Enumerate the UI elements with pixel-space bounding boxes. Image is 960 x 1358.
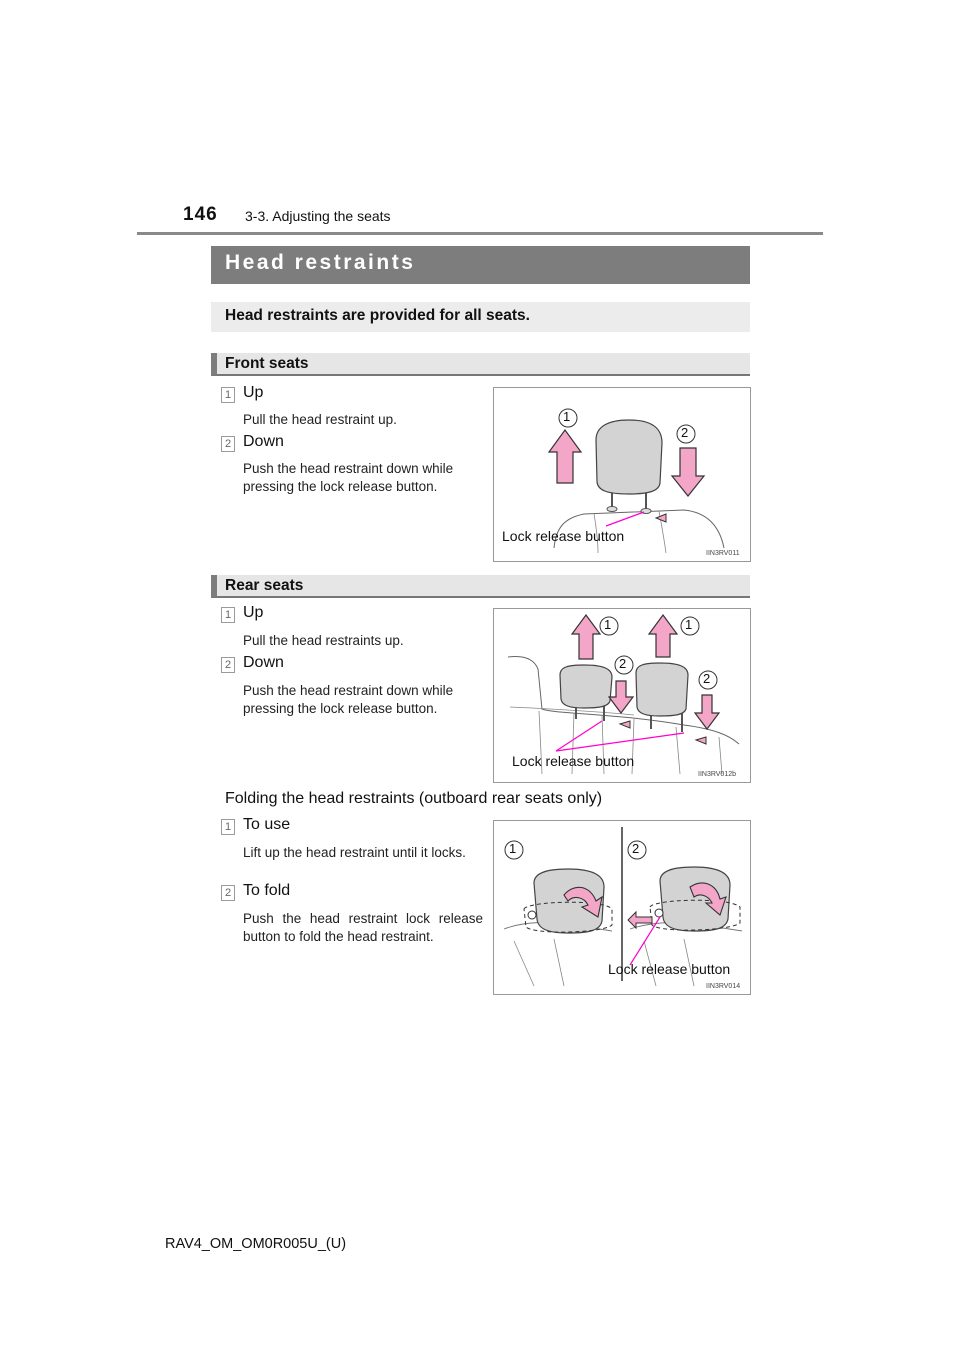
header-rule: [137, 232, 823, 235]
front-figure-code: IIN3RV011: [706, 550, 740, 557]
front-seats-heading: [211, 353, 750, 376]
rear-item-2-label: Down: [243, 654, 284, 671]
rear-seats-heading: [211, 575, 750, 598]
footer-doc-id: RAV4_OM_OM0R005U_(U): [165, 1236, 347, 1252]
fold-figure-marker-1: 1: [509, 841, 517, 856]
rear-figure-code: IIN3RV012b: [698, 771, 737, 778]
fold-item-2-desc: Push the head restraint lock release button to fold the head restraint.: [243, 911, 483, 944]
fold-item-1-desc: Lift up the head restraint until it locks.: [243, 845, 466, 860]
front-figure-callout: Lock release button: [502, 528, 625, 544]
section-title-bar: [211, 246, 750, 284]
folding-title: Folding the head restraints (outboard rear seats only): [225, 790, 603, 807]
rear-figure-callout: Lock release button: [512, 753, 635, 769]
folding-figure: [493, 820, 751, 995]
front-figure-marker-2: 2: [681, 425, 689, 440]
front-item-1-desc: Pull the head restraint up.: [243, 412, 397, 427]
chapter-title: 3-3. Adjusting the seats: [245, 208, 391, 224]
section-title: Head restraints: [225, 251, 416, 274]
fold-item-2-label: To fold: [243, 882, 291, 899]
intro-bar: [211, 302, 750, 332]
fold-item-1-number: 1: [221, 819, 235, 835]
rear-figure-marker-1a: 1: [604, 617, 612, 632]
rear-item-1-number: 1: [221, 607, 235, 623]
rear-seats-heading-text: Rear seats: [225, 577, 304, 594]
rear-item-1-desc: Pull the head restraints up.: [243, 633, 404, 648]
rear-item-1-label: Up: [243, 604, 264, 621]
page-number: 146: [183, 204, 218, 225]
rear-figure-marker-2b: 2: [703, 671, 711, 686]
rear-item-2-desc: Push the head restraint down while pressing the lock release button.: [243, 683, 454, 716]
front-seats-heading-text: Front seats: [225, 355, 309, 372]
rear-figure-marker-1b: 1: [685, 617, 693, 632]
front-item-2-desc: Push the head restraint down while pressing the lock release button.: [243, 461, 454, 494]
fold-item-2-number: 2: [221, 885, 235, 901]
intro-text: Head restraints are provided for all seats.: [225, 307, 530, 324]
front-seat-figure: [493, 387, 751, 562]
front-item-2-number: 2: [221, 436, 235, 452]
fold-figure-code: IIN3RV014: [706, 983, 741, 990]
rear-figure-marker-2a: 2: [619, 656, 627, 671]
front-item-2-label: Down: [243, 433, 284, 450]
rear-item-2-number: 2: [221, 657, 235, 673]
rear-seat-figure: [493, 608, 751, 783]
front-item-1-number: 1: [221, 387, 235, 403]
fold-figure-callout: Lock release button: [608, 961, 731, 977]
fold-item-1-label: To use: [243, 816, 291, 833]
front-figure-marker-1: 1: [563, 409, 571, 424]
fold-figure-marker-2: 2: [632, 841, 640, 856]
front-item-1-label: Up: [243, 384, 264, 401]
